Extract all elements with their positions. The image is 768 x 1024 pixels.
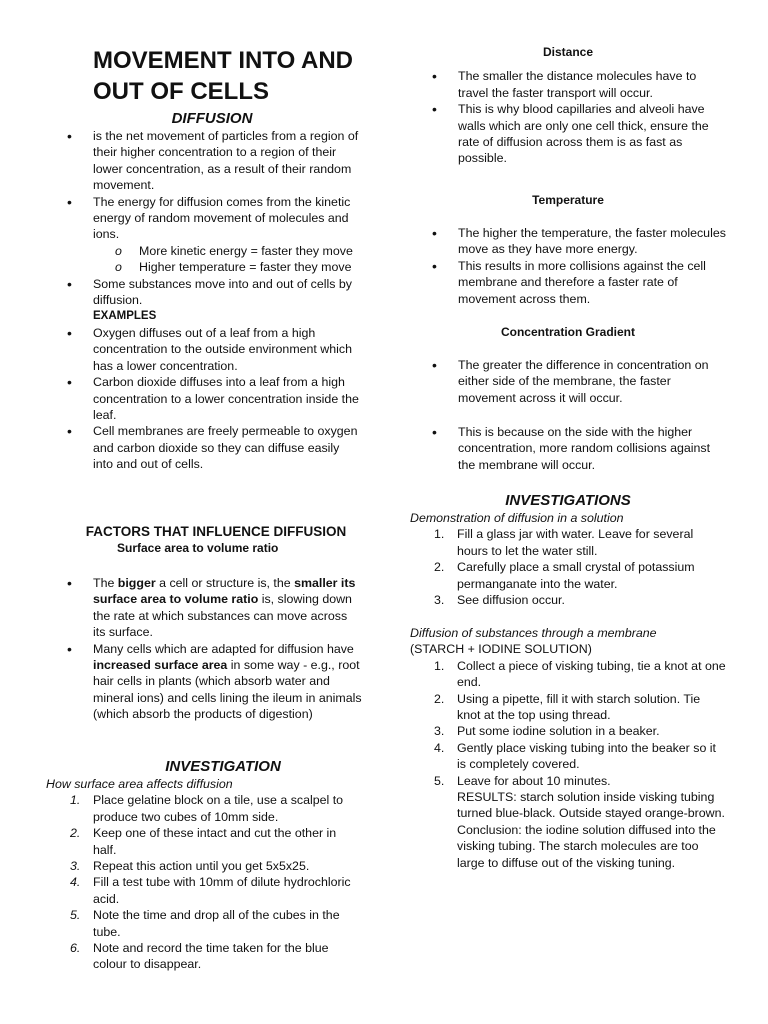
investigation-steps (46, 792, 362, 972)
demo-steps (410, 526, 726, 608)
investigations-heading: INVESTIGATIONS (505, 492, 631, 509)
diffusion-list (46, 128, 362, 243)
results-text: RESULTS: starch solution inside visking tubing turned blue-black. Outside stayed orange-brown. (457, 790, 725, 821)
list-item: • Oxygen diffuses out of a leaf from a high concentration to the outside environment which has a lower concentration. (46, 325, 362, 374)
list-item: 4. Gently place visking tubing into the beaker so it is completely covered. (434, 740, 716, 772)
list-item: 6. Note and record the time taken for the blue colour to disappear. (70, 941, 329, 972)
list-item: • is the net movement of particles from a region of their higher concentration to a region of their lower concentration, as a result of their random movement. (46, 128, 362, 194)
examples-list (46, 325, 362, 473)
list-item: 4. Fill a test tube with 10mm of dilute hydrochloric acid. (70, 875, 351, 906)
list-item: 3. Put some iodine solution in a beaker. (434, 724, 660, 739)
list-item: 2. Keep one of these intact and cut the other in half. (70, 826, 337, 857)
examples-label: EXAMPLES (93, 310, 157, 323)
list-item: • The smaller the distance molecules have to travel the faster transport will occur. (410, 68, 726, 101)
list-item: 2. Carefully place a small crystal of potassium permanganate into the water. (434, 560, 695, 591)
membrane-steps (410, 658, 726, 789)
distance-list (410, 68, 726, 166)
list-item: • This results in more collisions against the cell membrane and therefore a faster rate of movement across them. (410, 258, 726, 307)
factors-heading: FACTORS THAT INFLUENCE DIFFUSION (85, 524, 347, 539)
list-item: 1. Collect a piece of visking tubing, tie a knot at one end. (434, 658, 726, 690)
list-item: • The bigger a cell or structure is, the smaller its surface area to volume ratio is, slowing down the rate at which substances can move across its surface. (46, 575, 362, 641)
diffusion-heading: DIFFUSION (171, 110, 253, 127)
energy-sublist (46, 243, 362, 276)
investigation-subtitle: How surface area affects diffusion (46, 777, 233, 791)
membrane-title: Diffusion of substances through a membrane (410, 626, 657, 640)
conclusion-text: Conclusion: the iodine solution diffused into the visking tubing. The starch molecules are too large to diffuse out of the visking tuning. (457, 822, 716, 870)
list-item: 5. Note the time and drop all of the cubes in the tube. (70, 908, 340, 939)
list-item: o More kinetic energy = faster they move (92, 243, 362, 259)
list-item: • The greater the difference in concentration on either side of the membrane, the faster movement across it will occur. (410, 357, 726, 406)
list-item: • Some substances move into and out of cells by diffusion. (46, 276, 362, 309)
gradient-list-2 (410, 424, 726, 473)
demo-title: Demonstration of diffusion in a solution (410, 511, 624, 525)
list-item: 1. Fill a glass jar with water. Leave for several hours to let the water still. (434, 527, 694, 558)
temperature-list (410, 225, 726, 307)
list-item: • This is why blood capillaries and alveoli have walls which are only one cell thick, ensure the rate of diffusion across them is as fast as possible. (410, 101, 726, 167)
surface-area-list (46, 575, 362, 723)
list-item: • The higher the temperature, the faster molecules move as they have more energy. (410, 225, 726, 258)
list-item: 2. Using a pipette, fill it with starch solution. Tie knot at the top using thread. (434, 691, 701, 723)
list-item: 3. Repeat this action until you get 5x5x25. (70, 859, 310, 874)
investigation-heading: INVESTIGATION (165, 758, 281, 775)
list-item: • The energy for diffusion comes from the kinetic energy of random movement of molecules and ions. (46, 194, 362, 243)
membrane-subtitle: (STARCH + IODINE SOLUTION) (410, 642, 592, 657)
cells-list (46, 276, 362, 309)
gradient-heading: Concentration Gradient (500, 325, 635, 339)
temperature-heading: Temperature (532, 193, 604, 207)
surface-area-heading: Surface area to volume ratio (117, 541, 279, 556)
list-item: • This is because on the side with the higher concentration, more random collisions against the membrane will occur. (410, 424, 726, 473)
list-item: • Carbon dioxide diffuses into a leaf from a high concentration to a lower concentration inside the leaf. (46, 374, 362, 423)
list-item: • Many cells which are adapted for diffusion have increased surface area in some way - e.g., root hair cells in plants (which absorb water and mineral ions) and cells lining the ileum in animals (which absorb the products of digestion) (46, 641, 362, 723)
list-item: • Cell membranes are freely permeable to oxygen and carbon dioxide so they can diffuse easily into and out of cells. (46, 423, 362, 472)
list-item: 1. Place gelatine block on a tile, use a scalpel to produce two cubes of 10mm side. (70, 793, 344, 824)
gradient-list (410, 357, 726, 406)
list-item: 3. See diffusion occur. (434, 593, 565, 608)
list-item: 5. Leave for about 10 minutes. (434, 773, 611, 788)
distance-heading: Distance (542, 45, 594, 59)
page-title: MOVEMENT INTO AND OUT OF CELLS (93, 47, 354, 105)
list-item: o Higher temperature = faster they move (92, 259, 362, 275)
